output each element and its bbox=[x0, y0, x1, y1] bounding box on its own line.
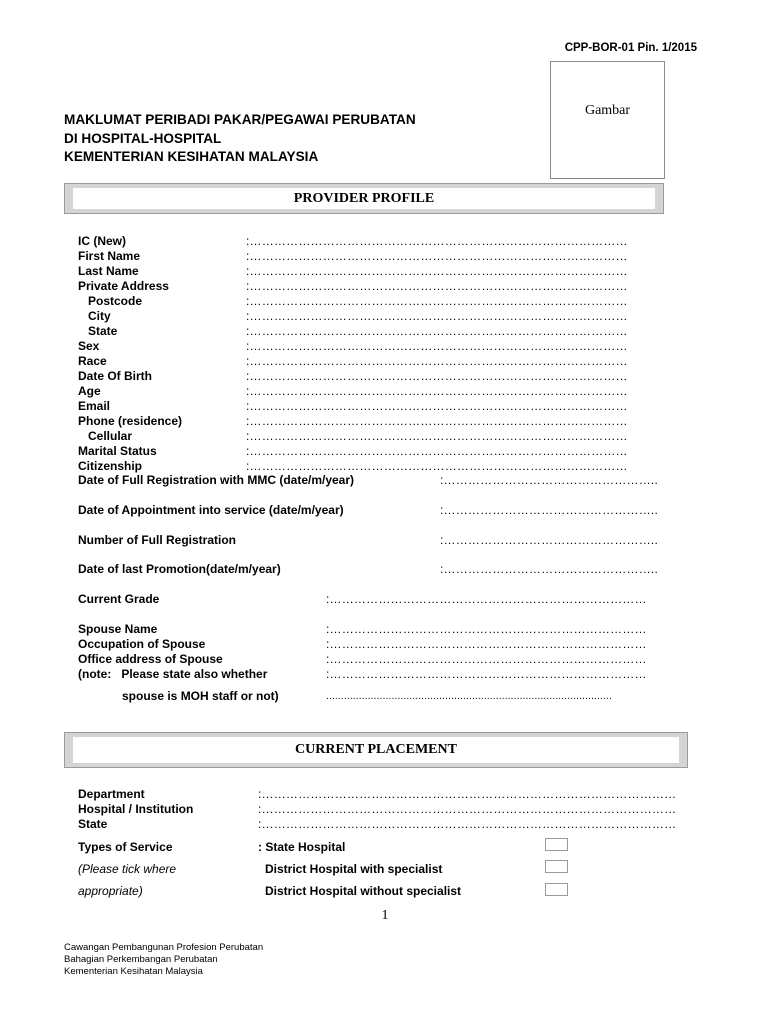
checkbox-district-with-specialist[interactable] bbox=[545, 860, 568, 873]
field-label-current-grade: Current Grade bbox=[78, 592, 160, 606]
title-line-1: MAKLUMAT PERIBADI PAKAR/PEGAWAI PERUBATAN bbox=[64, 112, 416, 127]
field-label-registration-number: Number of Full Registration bbox=[78, 533, 237, 547]
field-input-sex[interactable]: :………………………………………………………………………………… bbox=[246, 339, 628, 353]
field-label-placement-state: State bbox=[78, 817, 108, 831]
field-input-spouse-moh-staff[interactable]: ................................................................................................ bbox=[326, 691, 612, 702]
field-label-department: Department bbox=[78, 787, 145, 801]
provider-profile-banner bbox=[64, 183, 664, 214]
title-line-3: KEMENTERIAN KESIHATAN MALAYSIA bbox=[64, 149, 319, 164]
field-input-spouse-note[interactable]: :…………………………………………………………………… bbox=[326, 667, 647, 681]
field-label-first-name: First Name bbox=[78, 249, 141, 263]
field-input-cellular[interactable]: :………………………………………………………………………………… bbox=[246, 429, 628, 443]
field-label-marital-status: Marital Status bbox=[78, 444, 157, 458]
field-label-last-name: Last Name bbox=[78, 264, 139, 278]
field-label-sex: Sex bbox=[78, 339, 100, 353]
field-input-spouse-name[interactable]: :…………………………………………………………………… bbox=[326, 622, 647, 636]
field-input-marital-status[interactable]: :………………………………………………………………………………… bbox=[246, 444, 628, 458]
field-input-last-name[interactable]: :………………………………………………………………………………… bbox=[246, 264, 628, 278]
tick-note-line-1: (Please tick where bbox=[78, 862, 177, 876]
field-label-race: Race bbox=[78, 354, 107, 368]
field-input-age[interactable]: :………………………………………………………………………………… bbox=[246, 384, 628, 398]
field-label-spouse-office-address: Office address of Spouse bbox=[78, 652, 223, 666]
footer bbox=[64, 942, 263, 978]
field-input-phone[interactable]: :………………………………………………………………………………… bbox=[246, 414, 628, 428]
option-district-with-specialist: District Hospital with specialist bbox=[265, 862, 443, 876]
tick-note-line-2: appropriate) bbox=[78, 884, 143, 898]
provider-profile-heading: PROVIDER PROFILE bbox=[73, 188, 655, 209]
field-input-city[interactable]: :………………………………………………………………………………… bbox=[246, 309, 628, 323]
field-input-citizenship[interactable]: :………………………………………………………………………………… bbox=[246, 459, 628, 473]
field-label-appointment-date: Date of Appointment into service (date/m/year) bbox=[78, 503, 344, 517]
field-label-cellular: Cellular bbox=[88, 429, 133, 443]
field-input-first-name[interactable]: :………………………………………………………………………………… bbox=[246, 249, 628, 263]
field-label-private-address: Private Address bbox=[78, 279, 169, 293]
option-state-hospital: : State Hospital bbox=[258, 840, 346, 854]
current-placement-banner bbox=[64, 732, 688, 768]
field-label-ic: IC (New) bbox=[78, 234, 126, 248]
field-label-phone: Phone (residence) bbox=[78, 414, 183, 428]
field-label-spouse-moh-staff: spouse is MOH staff or not) bbox=[122, 689, 279, 703]
field-input-spouse-occupation[interactable]: :…………………………………………………………………… bbox=[326, 637, 647, 651]
field-input-state[interactable]: :………………………………………………………………………………… bbox=[246, 324, 628, 338]
footer-line-2: Bahagian Perkembangan Perubatan bbox=[64, 954, 218, 965]
field-input-private-address[interactable]: :………………………………………………………………………………… bbox=[246, 279, 628, 293]
field-label-spouse-note: (note: Please state also whether bbox=[78, 667, 268, 681]
types-of-service-label: Types of Service bbox=[78, 840, 173, 854]
photo-label: Gambar bbox=[584, 103, 631, 118]
field-input-registration-number[interactable]: :…………………………………………….. bbox=[440, 533, 659, 547]
field-input-current-grade[interactable]: :…………………………………………………………………… bbox=[326, 592, 647, 606]
field-label-postcode: Postcode bbox=[88, 294, 143, 308]
form-title bbox=[64, 111, 416, 167]
field-input-placement-state[interactable]: :………………………………………………………………………………………… bbox=[258, 817, 677, 831]
field-input-hospital-institution[interactable]: :………………………………………………………………………………………… bbox=[258, 802, 677, 816]
field-input-email[interactable]: :………………………………………………………………………………… bbox=[246, 399, 628, 413]
field-input-postcode[interactable]: :………………………………………………………………………………… bbox=[246, 294, 628, 308]
field-input-spouse-office-address[interactable]: :…………………………………………………………………… bbox=[326, 652, 647, 666]
field-label-last-promotion-date: Date of last Promotion(date/m/year) bbox=[78, 562, 281, 576]
option-district-without-specialist: District Hospital without specialist bbox=[265, 884, 462, 898]
field-label-hospital-institution: Hospital / Institution bbox=[78, 802, 194, 816]
field-label-full-registration-date: Date of Full Registration with MMC (date/m/year) bbox=[78, 473, 355, 487]
footer-line-3: Kementerian Kesihatan Malaysia bbox=[64, 966, 203, 977]
field-input-date-of-birth[interactable]: :………………………………………………………………………………… bbox=[246, 369, 628, 383]
page-number: 1 bbox=[381, 908, 389, 923]
footer-line-1: Cawangan Pembangunan Profesion Perubatan bbox=[64, 942, 264, 953]
field-label-spouse-occupation: Occupation of Spouse bbox=[78, 637, 206, 651]
current-placement-heading: CURRENT PLACEMENT bbox=[73, 737, 679, 763]
field-input-full-registration-date[interactable]: :…………………………………………….. bbox=[440, 473, 659, 487]
checkbox-state-hospital[interactable] bbox=[545, 838, 568, 851]
field-label-citizenship: Citizenship bbox=[78, 459, 143, 473]
form-code: CPP-BOR-01 Pin. 1/2015 bbox=[564, 42, 697, 54]
field-input-ic[interactable]: :………………………………………………………………………………… bbox=[246, 234, 628, 248]
photo-box[interactable] bbox=[550, 61, 665, 179]
field-label-city: City bbox=[88, 309, 111, 323]
field-label-spouse-name: Spouse Name bbox=[78, 622, 158, 636]
field-label-date-of-birth: Date Of Birth bbox=[78, 369, 153, 383]
field-input-last-promotion-date[interactable]: :…………………………………………….. bbox=[440, 562, 659, 576]
field-input-department[interactable]: :………………………………………………………………………………………… bbox=[258, 787, 677, 801]
title-line-2: DI HOSPITAL-HOSPITAL bbox=[64, 130, 222, 146]
field-input-appointment-date[interactable]: :…………………………………………….. bbox=[440, 503, 659, 517]
checkbox-district-without-specialist[interactable] bbox=[545, 883, 568, 896]
field-label-email: Email bbox=[78, 399, 111, 413]
field-input-race[interactable]: :………………………………………………………………………………… bbox=[246, 354, 628, 368]
field-label-state: State bbox=[88, 324, 118, 338]
field-label-age: Age bbox=[78, 384, 101, 398]
